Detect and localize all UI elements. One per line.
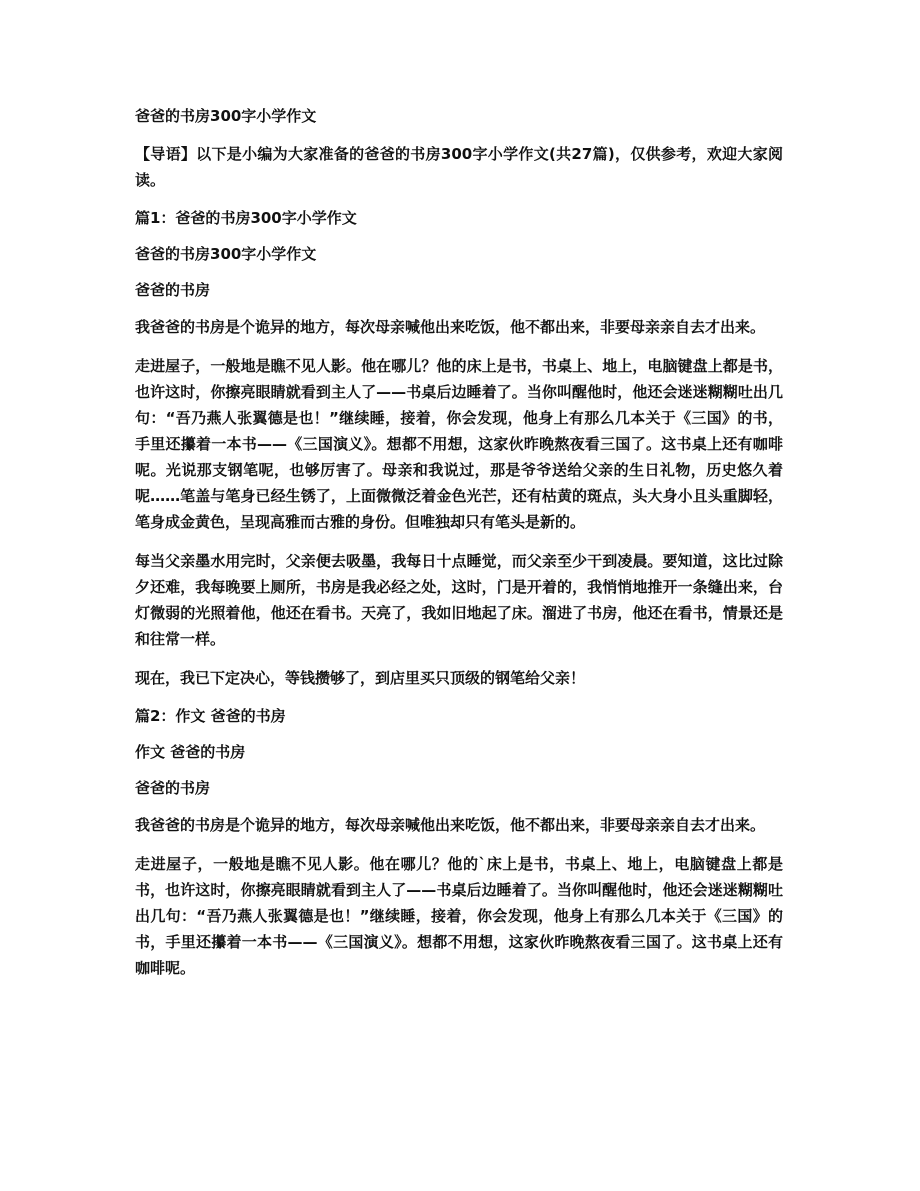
article-1-paragraph-4: 现在，我已下定决心，等钱攒够了，到店里买只顶级的钢笔给父亲！ [135,669,586,687]
document-title: 爸爸的书房300字小学作文 [135,107,317,125]
article-2-subtitle: 作文 爸爸的书房 [135,743,246,761]
intro-paragraph: 【导语】以下是小编为大家准备的爸爸的书房300字小学作文(共27篇)，仅供参考，欢迎大家阅读。 [135,145,783,189]
article-2-heading: 篇2：作文 爸爸的书房 [135,707,286,725]
article-2-paragraph-2: 走进屋子，一般地是瞧不见人影。他在哪儿？他的`床上是书，书桌上、地上，电脑键盘上都是书，也许这时，你擦亮眼睛就看到主人了——书桌后边睡着了。当你叫醒他时，他还会迷迷糊糊吐出几句：“吾乃燕人张翼德是也！”继续睡，接着，你会发现，他身上有那么几本关于《三国》的书，手里还攥着一本书——《三国演义》。想都不用想，这家伙昨晚熬夜看三国了。这书桌上还有咖啡呢。 [135,855,783,977]
document-page [135,100,783,994]
article-2-paragraph-1: 我爸爸的书房是个诡异的地方，每次母亲喊他出来吃饭，他不都出来，非要母亲亲自去才出来。 [135,816,766,834]
article-1-paragraph-1: 我爸爸的书房是个诡异的地方，每次母亲喊他出来吃饭，他不都出来，非要母亲亲自去才出来。 [135,318,766,336]
article-1-paragraph-3: 每当父亲墨水用完时，父亲便去吸墨，我每日十点睡觉，而父亲至少干到凌晨。要知道，这比过除夕还难，我每晚要上厕所，书房是我必经之处，这时，门是开着的，我悄悄地推开一条缝出来，台灯微弱的光照着他，他还在看书。天亮了，我如旧地起了床。溜进了书房，他还在看书，情景还是和往常一样。 [135,552,783,648]
article-1-heading: 篇1：爸爸的书房300字小学作文 [135,209,357,227]
article-1-subheading: 爸爸的书房 [135,281,211,299]
article-2-subheading: 爸爸的书房 [135,779,211,797]
article-1-subtitle: 爸爸的书房300字小学作文 [135,245,317,263]
article-1-paragraph-2: 走进屋子，一般地是瞧不见人影。他在哪儿？他的床上是书，书桌上、地上，电脑键盘上都是书，也许这时，你擦亮眼睛就看到主人了——书桌后边睡着了。当你叫醒他时，他还会迷迷糊糊吐出几句：“吾乃燕人张翼德是也！”继续睡，接着，你会发现，他身上有那么几本关于《三国》的书，手里还攥着一本书——《三国演义》。想都不用想，这家伙昨晚熬夜看三国了。这书桌上还有咖啡呢。光说那支钢笔呢，也够厉害了。母亲和我说过，那是爷爷送给父亲的生日礼物，历史悠久着呢……笔盖与笔身已经生锈了，上面微微泛着金色光芒，还有枯黄的斑点，头大身小且头重脚轻，笔身成金黄色，呈现高雅而古雅的身份。但唯独却只有笔头是新的。 [135,357,783,531]
